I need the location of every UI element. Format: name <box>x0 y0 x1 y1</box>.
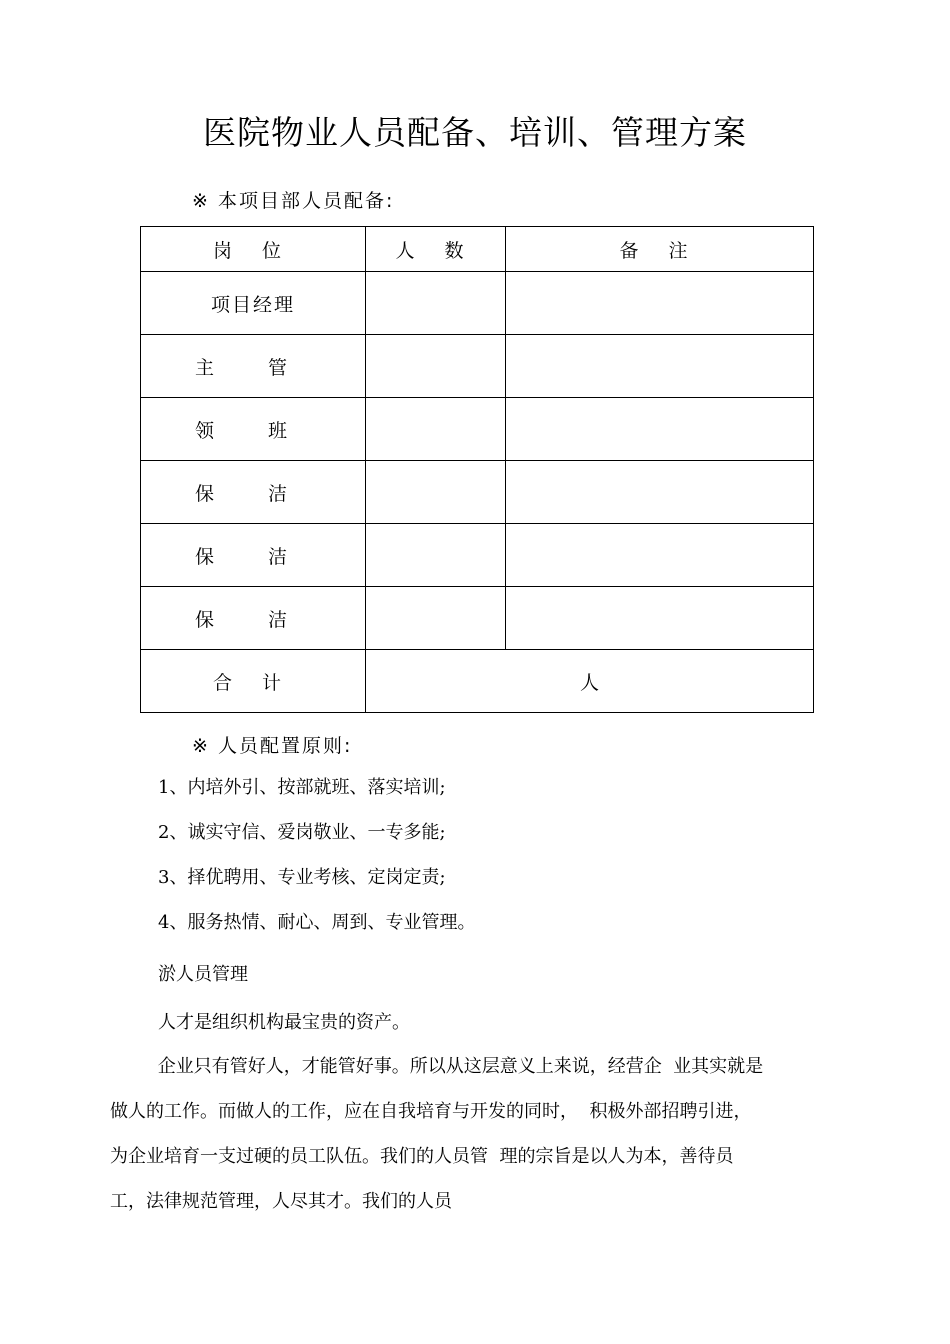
body-paragraph-line: 工，法律规范管理，人尽其才。我们的人员 <box>110 1191 452 1212</box>
count-cell <box>366 461 506 524</box>
header-count: 人 数 <box>366 227 506 272</box>
document-title: 医院物业人员配备、培训、管理方案 <box>203 113 747 152</box>
count-cell <box>366 524 506 587</box>
count-cell <box>366 335 506 398</box>
body-paragraph-line: 企业只有管好人，才能管好事。所以从这层意义上来说，经营企 业其实就是 <box>152 1056 764 1077</box>
header-note: 备 注 <box>506 227 814 272</box>
table-row <box>141 461 814 524</box>
body-paragraph-line: 做人的工作。而做人的工作，应在自我培育与开发的同时， 积极外部招聘引进， <box>110 1101 752 1122</box>
note-cell <box>506 272 814 335</box>
position-cell: 保 洁 <box>141 461 366 524</box>
position-cell: 项目经理 <box>141 272 366 335</box>
staffing-table <box>140 226 814 713</box>
table-row <box>141 335 814 398</box>
body-paragraph-line: 为企业培育一支过硬的员工队伍。我们的人员管 理的宗旨是以人为本，善待员 <box>110 1146 734 1167</box>
table-row <box>141 398 814 461</box>
management-heading: 淤人员管理 <box>158 964 248 985</box>
table-row <box>141 587 814 650</box>
body-paragraph-line: 人才是组织机构最宝贵的资产。 <box>158 1012 410 1033</box>
principle-item: 3、择优聘用、专业考核、定岗定责; <box>158 867 446 888</box>
principle-item: 1、内培外引、按部就班、落实培训; <box>158 777 446 798</box>
count-cell <box>366 587 506 650</box>
principle-item: 4、服务热情、耐心、周到、专业管理。 <box>158 912 476 933</box>
table-row <box>141 272 814 335</box>
position-cell: 保 洁 <box>141 524 366 587</box>
table-total-row <box>141 650 814 713</box>
note-cell <box>506 461 814 524</box>
note-cell <box>506 335 814 398</box>
note-cell <box>506 398 814 461</box>
count-cell <box>366 272 506 335</box>
count-cell <box>366 398 506 461</box>
position-cell: 主 管 <box>141 335 366 398</box>
table-row <box>141 524 814 587</box>
note-cell <box>506 587 814 650</box>
total-label-cell: 合 计 <box>141 650 366 713</box>
total-value-cell: 人 <box>366 650 814 713</box>
principle-item: 2、诚实守信、爱岗敬业、一专多能; <box>158 822 446 843</box>
table-header-row <box>141 227 814 272</box>
note-cell <box>506 524 814 587</box>
position-cell: 保 洁 <box>141 587 366 650</box>
position-cell: 领 班 <box>141 398 366 461</box>
staffing-heading: ※ 本项目部人员配备: <box>192 190 395 212</box>
header-position: 岗 位 <box>141 227 366 272</box>
principles-heading: ※ 人员配置原则: <box>192 735 353 757</box>
